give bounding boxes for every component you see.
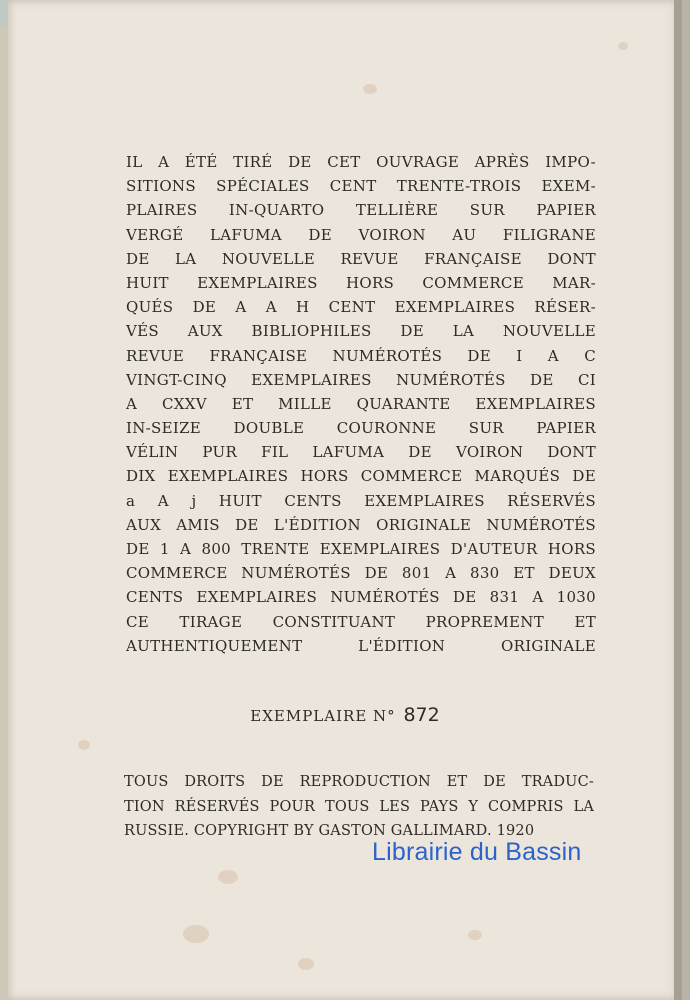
- notice-line: QUÉS DE A A H CENT EXEMPLAIRES RÉSER-: [126, 298, 596, 317]
- book-page: [8, 0, 682, 1000]
- seller-watermark: Librairie du Bassin: [372, 838, 582, 866]
- notice-line: IL A ÉTÉ TIRÉ DE CET OUVRAGE APRÈS IMPO-: [126, 153, 596, 171]
- notice-line: COMMERCE NUMÉROTÉS DE 801 A 830 ET DEUX: [126, 564, 596, 583]
- foxing-spot: [78, 740, 90, 750]
- notice-line: AUX AMIS DE L'ÉDITION ORIGINALE NUMÉROTÉS: [126, 515, 596, 534]
- notice-line: DE 1 A 800 TRENTE EXEMPLAIRES D'AUTEUR HORS: [126, 540, 596, 558]
- copyright-notice: [124, 770, 594, 844]
- limitation-notice: [126, 150, 596, 658]
- book-gutter: [0, 0, 8, 1000]
- copy-number-value: 872: [403, 704, 440, 726]
- notice-line: CENTS EXEMPLAIRES NUMÉROTÉS DE 831 A 1030: [126, 588, 596, 607]
- copy-number-label: EXEMPLAIRE N°: [250, 707, 396, 725]
- notice-line: REVUE FRANÇAISE NUMÉROTÉS DE I A C: [126, 346, 596, 365]
- copy-number: [8, 704, 682, 726]
- foxing-spot: [363, 84, 377, 94]
- notice-line: VERGÉ LAFUMA DE VOIRON AU FILIGRANE: [126, 225, 596, 244]
- foxing-spot: [298, 958, 314, 970]
- notice-line: SITIONS SPÉCIALES CENT TRENTE-TROIS EXEM-: [126, 177, 596, 196]
- notice-line: A CXXV ET MILLE QUARANTE EXEMPLAIRES: [126, 394, 596, 413]
- notice-line: a A j HUIT CENTS EXEMPLAIRES RÉSERVÉS: [126, 491, 596, 510]
- notice-line: AUTHENTIQUEMENT L'ÉDITION ORIGINALE: [126, 636, 596, 655]
- notice-line: IN-SEIZE DOUBLE COURONNE SUR PAPIER: [126, 419, 596, 438]
- notice-line: VÉS AUX BIBLIOPHILES DE LA NOUVELLE: [126, 322, 596, 341]
- copyright-line: TOUS DROITS DE REPRODUCTION ET DE TRADUC-: [124, 774, 594, 790]
- notice-line: DIX EXEMPLAIRES HORS COMMERCE MARQUÉS DE: [126, 467, 596, 486]
- notice-line: CE TIRAGE CONSTITUANT PROPREMENT ET: [126, 612, 596, 631]
- foxing-spot: [468, 930, 482, 940]
- page-edge: [674, 0, 682, 1000]
- copyright-line: TION RÉSERVÉS POUR TOUS LES PAYS Y COMPRIS LA: [124, 798, 594, 815]
- notice-line: DE LA NOUVELLE REVUE FRANÇAISE DONT: [126, 249, 596, 268]
- notice-line: HUIT EXEMPLAIRES HORS COMMERCE MAR-: [126, 273, 596, 292]
- notice-line: VINGT-CINQ EXEMPLAIRES NUMÉROTÉS DE CI: [126, 370, 596, 389]
- foxing-spot: [618, 42, 628, 50]
- copyright-line: RUSSIE. COPYRIGHT BY GASTON GALLIMARD. 1920: [124, 823, 535, 839]
- notice-line: VÉLIN PUR FIL LAFUMA DE VOIRON DONT: [126, 443, 596, 462]
- foxing-spot: [183, 925, 209, 943]
- notice-line: PLAIRES IN-QUARTO TELLIÈRE SUR PAPIER: [126, 201, 596, 220]
- foxing-spot: [218, 870, 238, 884]
